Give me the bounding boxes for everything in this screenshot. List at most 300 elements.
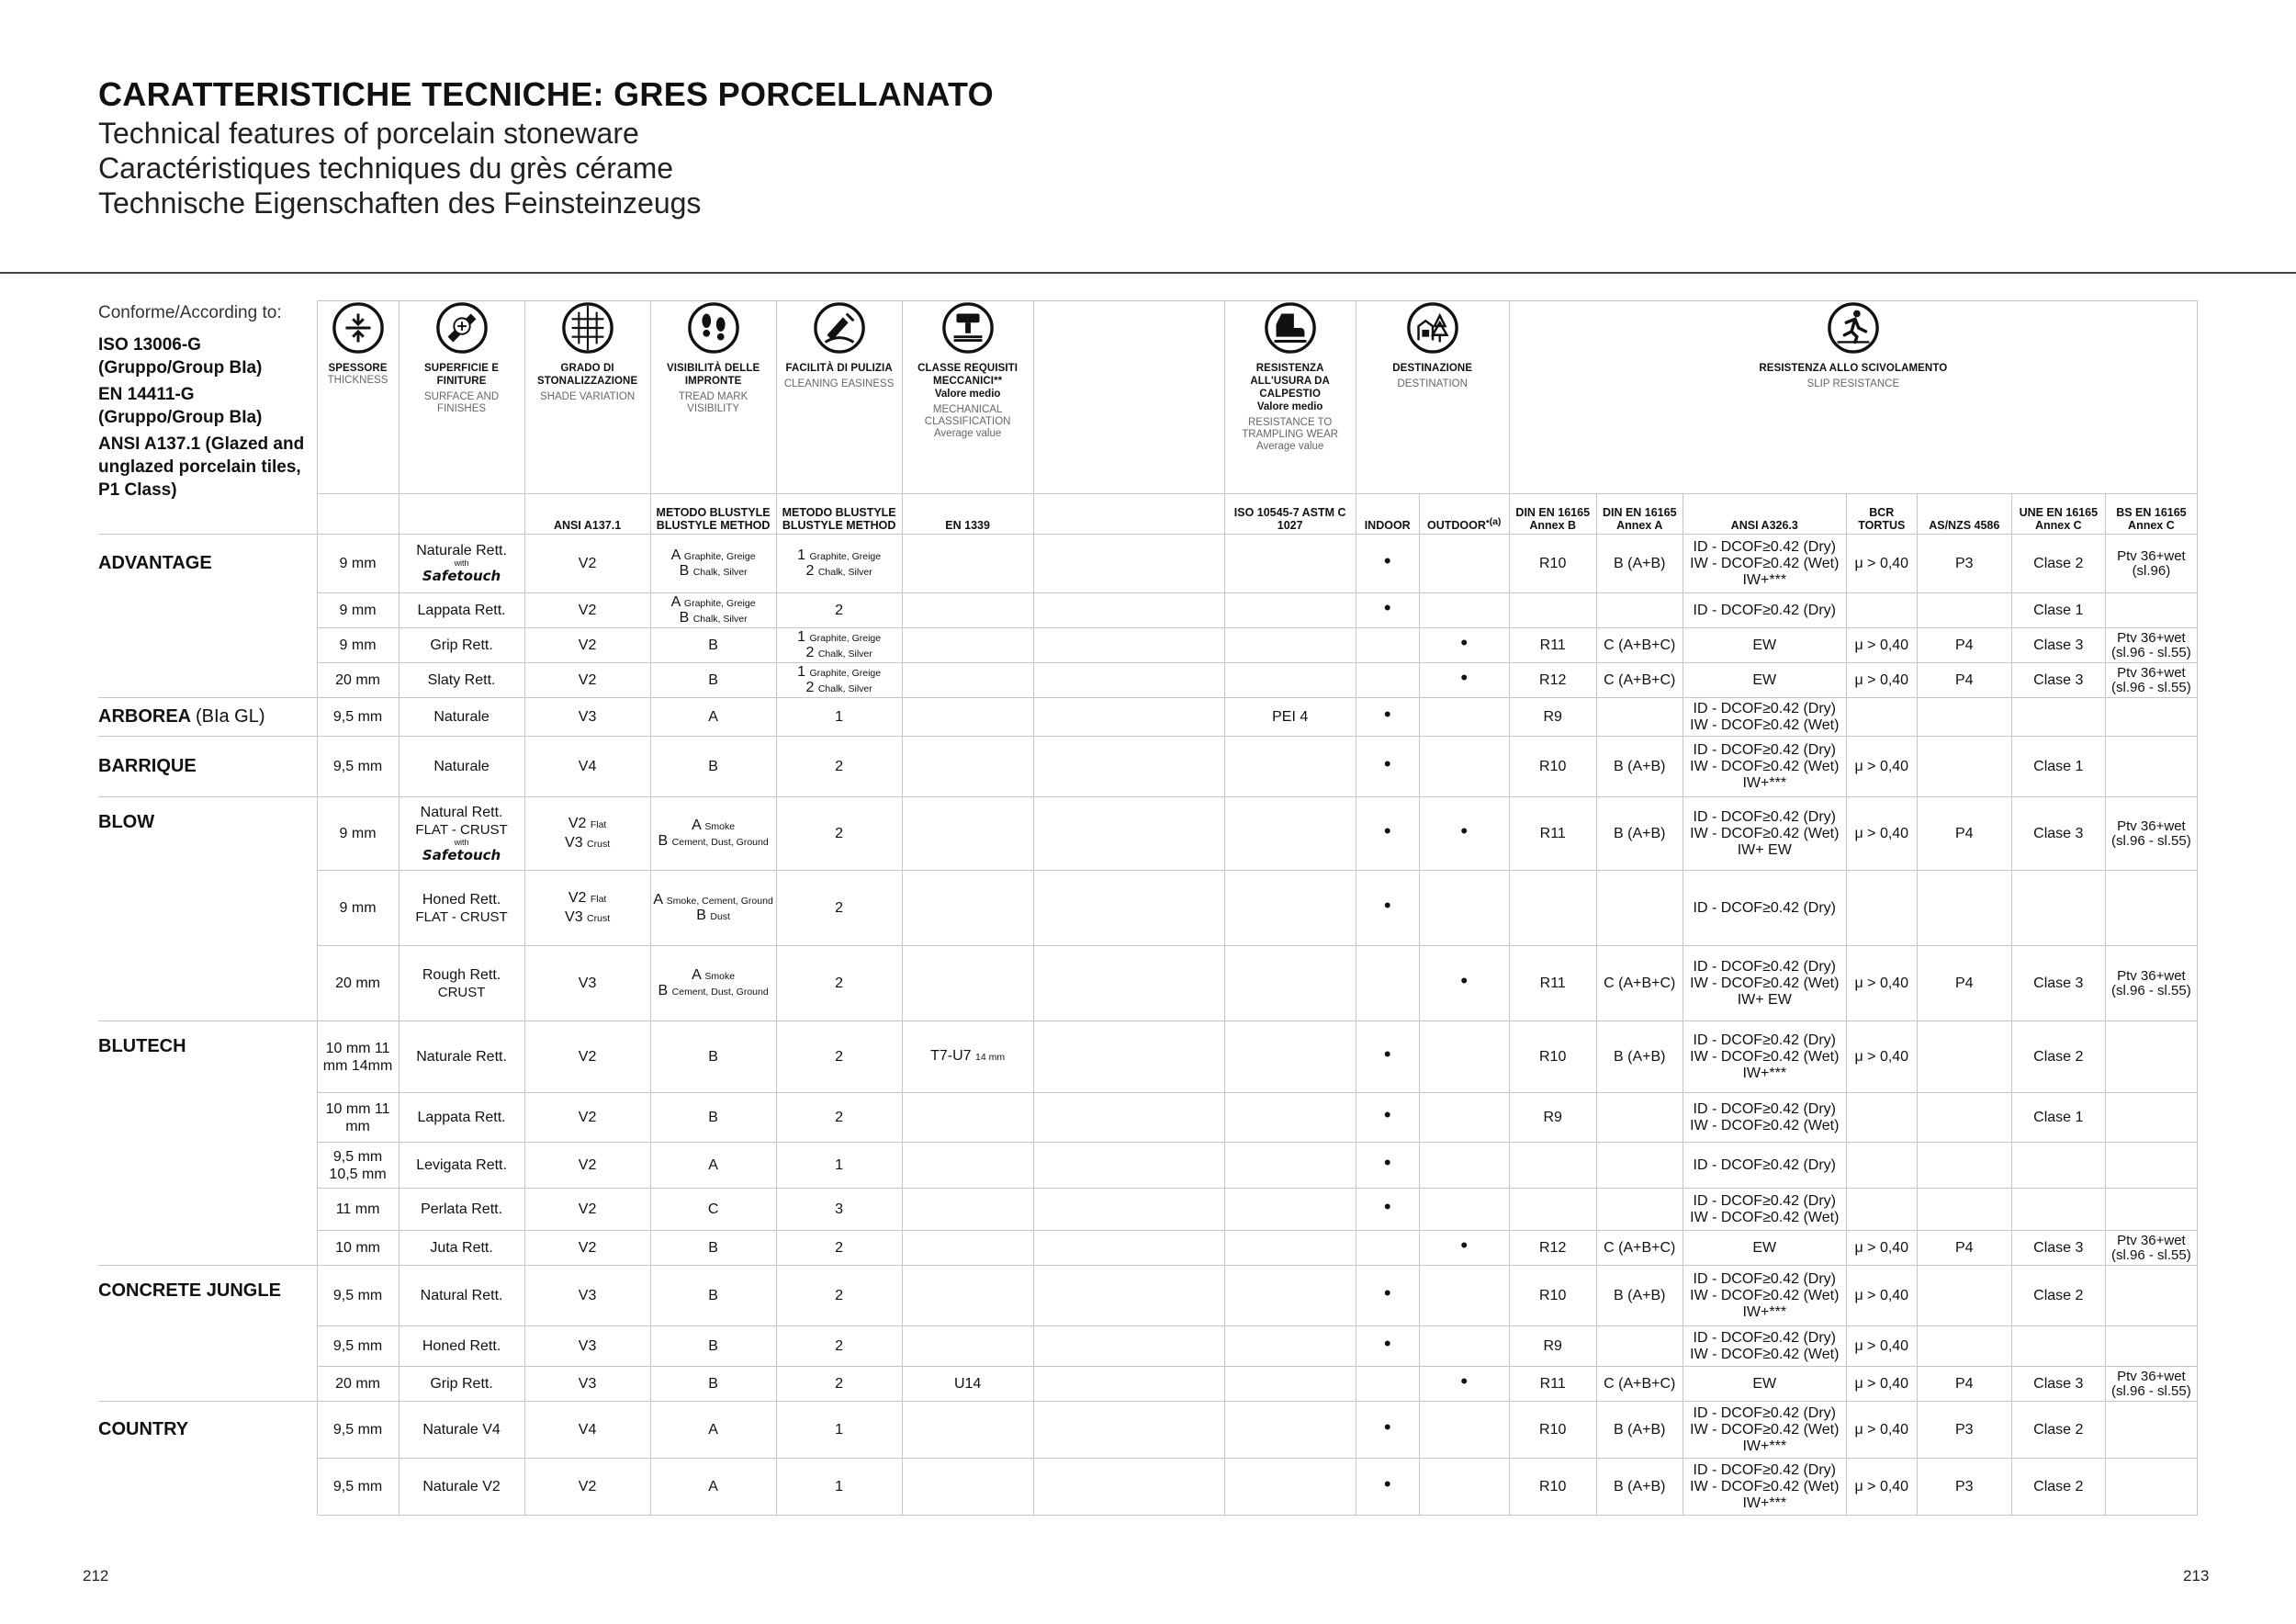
ansi-value: ID - DCOF≥0.42 (Dry) IW - DCOF≥0.42 (Wet) [1690,1100,1840,1133]
thickness-value: 9,5 mm 10,5 mm [329,1148,387,1182]
standard-ansi: ANSI A137.1 (Glazed and unglazed porcelain tiles, P1 Class) [98,434,305,500]
thickness-cell [317,946,399,1021]
bcr-value: μ > 0,40 [1854,976,1909,991]
blank-cell [1033,1189,1224,1231]
asnzs-cell [1917,535,2011,593]
bcr-cell [1846,1021,1917,1093]
bcr-cell [1846,1459,1917,1516]
brand-with: with [454,558,469,568]
tread-note: Graphite, Greige [683,550,756,562]
thickness-cell [317,1367,399,1402]
ansi-cell [1683,1143,1846,1189]
thickness-cell [317,698,399,737]
cleaning-cell [776,663,902,698]
din-a-cell [1596,593,1683,628]
bcr-cell [1846,1189,1917,1231]
tread-note: Smoke [704,820,736,832]
outdoor-cell [1419,1326,1509,1367]
finish-value: Honed Rett. [422,1338,501,1354]
thickness-value: 20 mm [335,672,380,688]
bs-cell [2105,946,2197,1021]
table-row [98,593,2198,628]
subtitle-fr: Caractéristiques techniques du grès cérame [98,152,674,185]
col-wear: RESISTENZA ALL'USURA DA CALPESTIO Valore medio RESISTANCE TO TRAMPLING WEAR Average value [1224,301,1356,494]
une-cell [2011,663,2105,698]
outdoor-cell [1419,871,1509,946]
cleaning-value: 2 [835,1049,844,1065]
tread-cell [650,871,776,946]
tread-value: B [708,1376,718,1392]
shade-value: V2 [578,1201,597,1217]
col-thickness: SPESSORE THICKNESS [317,301,399,494]
indoor-dot: • [1383,894,1391,917]
bs-cell [2105,737,2197,797]
spec-table [98,300,2198,1516]
asnzs-cell [1917,1402,2011,1459]
page-number-left: 212 [83,1567,109,1585]
une-value: Clase 3 [2033,1376,2084,1392]
shade-value: V2 [568,889,587,906]
une-value: Clase 2 [2033,556,2084,571]
outdoor-cell [1419,797,1509,871]
tread-value: B [708,1110,718,1125]
bcr-cell [1846,535,1917,593]
din-a-cell [1596,535,1683,593]
mechanical-cell [902,797,1033,871]
finish-cell [399,1143,524,1189]
ansi-value: ID - DCOF≥0.42 (Dry) IW - DCOF≥0.42 (Wet) [1690,1192,1840,1225]
bcr-cell [1846,698,1917,737]
cleaning-cell [776,535,902,593]
mechanical-cell [902,1367,1033,1402]
product-title: BLOW [98,812,155,832]
bcr-value: μ > 0,40 [1854,1049,1909,1065]
wear-cell [1224,1402,1356,1459]
shade-value: V2 [578,1157,597,1173]
din-b-cell [1509,663,1596,698]
une-cell [2011,737,2105,797]
cleaning-value: 2 [835,826,844,841]
ansi-value: ID - DCOF≥0.42 (Dry) [1693,899,1836,916]
din-a-cell [1596,1266,1683,1326]
ansi-value: ID - DCOF≥0.42 (Dry) IW - DCOF≥0.42 (Wet) IW+*** [1690,1032,1840,1081]
bcr-value: μ > 0,40 [1854,1288,1909,1303]
subtitle-en: Technical features of porcelain stoneware [98,117,639,150]
cleaning-cell [776,628,902,663]
slip-din-a-header: DIN EN 16165 Annex A [1596,494,1683,535]
asnzs-cell [1917,628,2011,663]
table-row [98,628,2198,663]
thickness-value: 9,5 mm [332,759,383,774]
finish-cell [399,663,524,698]
bcr-value: μ > 0,40 [1854,1240,1909,1256]
bcr-cell [1846,628,1917,663]
shade-note-2: Crust [587,838,611,850]
finish-value: Grip Rett. [430,1376,493,1392]
indoor-cell [1356,1189,1419,1231]
asnzs-cell [1917,871,2011,946]
din-a-cell [1596,1459,1683,1516]
bcr-value: μ > 0,40 [1854,637,1909,653]
shade-value: V2 [578,603,597,618]
outdoor-dot: • [1460,1234,1469,1257]
tread-cell [650,1367,776,1402]
blank-cell [1033,1231,1224,1266]
shade-note: Flat [590,893,607,905]
thickness-value: 9,5 mm [332,1479,383,1494]
din-b-value: R9 [1543,709,1562,725]
thickness-cell [317,663,399,698]
table-row [98,663,2198,698]
indoor-cell [1356,797,1419,871]
wear-cell [1224,737,1356,797]
din-a-cell [1596,1143,1683,1189]
table-row [98,535,2198,593]
cleaning-value: 2 [835,900,844,916]
wear-cell [1224,698,1356,737]
din-b-value: R10 [1539,1049,1567,1065]
blank-cell [1033,535,1224,593]
mechanical-cell [902,535,1033,593]
shade-cell [524,871,650,946]
ansi-value: ID - DCOF≥0.42 (Dry) IW - DCOF≥0.42 (Wet) IW+*** [1690,538,1840,588]
indoor-cell [1356,1367,1419,1402]
ansi-cell [1683,871,1846,946]
product-title: CONCRETE JUNGLE [98,1280,281,1301]
din-a-value: B (A+B) [1614,1049,1666,1065]
blank-cell [1033,1021,1224,1093]
din-a-value: C (A+B+C) [1604,637,1676,653]
indoor-dot: • [1383,1151,1391,1174]
din-a-cell [1596,797,1683,871]
subtitle-de: Technische Eigenschaften des Feinsteinzeugs [98,186,702,220]
din-a-value: B (A+B) [1614,556,1666,571]
thickness-cell [317,1326,399,1367]
finish-cell [399,1402,524,1459]
shade-cell [524,737,650,797]
asnzs-cell [1917,1367,2011,1402]
din-b-cell [1509,1459,1596,1516]
din-a-cell [1596,1326,1683,1367]
une-value: Clase 3 [2033,826,2084,841]
une-value: Clase 3 [2033,637,2084,653]
shade-cell [524,1326,650,1367]
mechanical-cell [902,1266,1033,1326]
indoor-cell [1356,698,1419,737]
product-name [98,871,317,946]
bs-cell [2105,1326,2197,1367]
din-a-cell [1596,1093,1683,1143]
cleaning-cell [776,1021,902,1093]
indoor-cell [1356,1459,1419,1516]
shade-cell [524,1402,650,1459]
thickness-value: 10 mm [335,1240,380,1256]
asnzs-value: P4 [1955,1240,1974,1256]
bs-cell [2105,1266,2197,1326]
asnzs-cell [1917,737,2011,797]
cleaning-value-2: 2 [805,644,815,660]
thickness-value: 20 mm [335,1376,380,1392]
cleaning-value: 1 [835,1479,844,1494]
wear-icon [1264,301,1317,355]
finish-value: Levigata Rett. [416,1157,507,1173]
bs-value: Ptv 36+wet (sl.96 - sl.55) [2111,818,2191,849]
product-name [98,663,317,698]
mechanical-cell [902,628,1033,663]
din-b-cell [1509,1231,1596,1266]
finish-value: Naturale [433,759,490,774]
tread-cell [650,698,776,737]
wear-cell [1224,593,1356,628]
ansi-cell [1683,698,1846,737]
cleaning-note: Graphite, Greige [809,667,882,679]
shade-value: V3 [578,1288,597,1303]
shade-cell [524,535,650,593]
ansi-value: ID - DCOF≥0.42 (Dry) IW - DCOF≥0.42 (Wet) IW+*** [1690,1270,1840,1320]
tread-value: B [708,637,718,653]
une-cell [2011,1367,2105,1402]
tread-cell [650,1231,776,1266]
wear-cell [1224,535,1356,593]
col-surface: SUPERFICIE E FINITURE SURFACE AND FINISHES [399,301,524,494]
thickness-value: 9,5 mm [332,709,383,725]
cleaning-value: 2 [835,759,844,774]
tread-value: C [707,1201,719,1217]
safetouch-logo: Safetouch [422,846,501,863]
product-name [98,1021,317,1093]
destination-icon [1406,301,1459,355]
asnzs-value: P4 [1955,826,1974,841]
shade-cell [524,1367,650,1402]
cleaning-cell [776,593,902,628]
blank-cell [1033,1326,1224,1367]
surface-icon [435,301,489,355]
indoor-cell [1356,737,1419,797]
product-name [98,737,317,797]
mechanical-cell [902,1093,1033,1143]
une-cell [2011,1093,2105,1143]
shade-cell [524,1143,650,1189]
finish-value: Juta Rett. [430,1240,493,1256]
thickness-value: 9 mm [339,556,377,571]
indoor-cell [1356,535,1419,593]
shade-value: V4 [578,1422,597,1438]
product-name [98,1189,317,1231]
une-value: Clase 1 [2033,759,2084,774]
shade-value: V4 [578,759,597,774]
ansi-cell [1683,1459,1846,1516]
bs-value: Ptv 36+wet (sl.96 - sl.55) [2111,1232,2191,1263]
table-row [98,1367,2198,1402]
shade-cell [524,1021,650,1093]
bcr-cell [1846,1143,1917,1189]
ansi-cell [1683,663,1846,698]
asnzs-value: P3 [1955,1479,1974,1494]
din-b-value: R10 [1539,1479,1567,1494]
indoor-dot: • [1383,1472,1391,1495]
blank-cell [1033,593,1224,628]
din-b-cell [1509,698,1596,737]
product-name [98,1367,317,1402]
din-b-cell [1509,797,1596,871]
wear-value: PEI 4 [1272,709,1309,725]
din-a-cell [1596,1402,1683,1459]
finish-cell [399,1459,524,1516]
wear-cell [1224,797,1356,871]
outdoor-cell [1419,593,1509,628]
cleaning-value: 1 [835,1157,844,1173]
din-b-cell [1509,1093,1596,1143]
ansi-value: ID - DCOF≥0.42 (Dry) [1693,602,1836,618]
bcr-cell [1846,593,1917,628]
finish-cell [399,737,524,797]
mechanical-cell [902,946,1033,1021]
din-b-cell [1509,1021,1596,1093]
din-a-value: C (A+B+C) [1604,1376,1676,1392]
din-a-cell [1596,1367,1683,1402]
ansi-cell [1683,797,1846,871]
blank-cell [1033,1402,1224,1459]
indoor-cell [1356,663,1419,698]
asnzs-cell [1917,593,2011,628]
tread-cell [650,737,776,797]
une-cell [2011,1326,2105,1367]
bs-value: Ptv 36+wet (sl.96 - sl.55) [2111,967,2191,998]
wear-cell [1224,946,1356,1021]
une-cell [2011,871,2105,946]
slip-icon [1827,301,1880,355]
asnzs-value: P3 [1955,556,1974,571]
bcr-cell [1846,946,1917,1021]
bs-cell [2105,1367,2197,1402]
cleaning-cell [776,1231,902,1266]
bs-value: Ptv 36+wet (sl.96 - sl.55) [2111,1368,2191,1399]
shade-value: V2 [578,1479,597,1494]
cleaning-note-2: Chalk, Silver [817,566,872,578]
thickness-value: 9 mm [339,826,377,841]
product-name [98,1266,317,1326]
table-row [98,797,2198,871]
bcr-value: μ > 0,40 [1854,556,1909,571]
outdoor-cell [1419,698,1509,737]
tread-value: B [708,1288,718,1303]
din-b-cell [1509,1367,1596,1402]
indoor-dot: • [1383,1332,1391,1355]
table-row [98,698,2198,737]
thickness-cell [317,871,399,946]
din-a-cell [1596,628,1683,663]
shade-value: V3 [578,1376,597,1392]
wear-cell [1224,1143,1356,1189]
une-cell [2011,698,2105,737]
ansi-cell [1683,1402,1846,1459]
finish-value: Naturale Rett. [416,1049,507,1065]
tread-cell [650,1459,776,1516]
wear-cell [1224,1367,1356,1402]
finish-cell [399,1093,524,1143]
shade-variation-icon [561,301,614,355]
thickness-cell [317,1231,399,1266]
indoor-dot: • [1383,1103,1391,1126]
mechanical-cell [902,593,1033,628]
bs-value: Ptv 36+wet (sl.96 - sl.55) [2111,664,2191,695]
finish-cell [399,1021,524,1093]
bs-cell [2105,698,2197,737]
thickness-value: 10 mm 11 mm [325,1100,390,1134]
product-name [98,1459,317,1516]
din-a-cell [1596,1021,1683,1093]
cleaning-value: 2 [835,1288,844,1303]
tread-note: Graphite, Greige [683,597,756,609]
outdoor-cell [1419,663,1509,698]
din-b-value: R10 [1539,1288,1567,1303]
tread-cell [650,797,776,871]
indoor-cell [1356,1402,1419,1459]
col-tread: VISIBILITÀ DELLE IMPRONTE TREAD MARK VISIBILITY [650,301,776,494]
cleaning-cell [776,1093,902,1143]
asnzs-cell [1917,1326,2011,1367]
thickness-value: 9 mm [339,603,377,618]
din-a-value: C (A+B+C) [1604,672,1676,688]
tread-value: A [670,547,681,563]
shade-cell [524,663,650,698]
shade-cell [524,628,650,663]
shade-cell [524,1189,650,1231]
mechanical-cell [902,698,1033,737]
tread-cell [650,1093,776,1143]
une-cell [2011,1021,2105,1093]
header-divider [0,272,2296,274]
une-cell [2011,1266,2105,1326]
tread-value: A [708,1479,718,1494]
finish-detail: CRUST [437,984,486,1000]
tread-value: A [708,1422,718,1438]
din-a-value: B (A+B) [1614,1288,1666,1303]
table-row [98,871,2198,946]
slip-bcr-header: BCR TORTUS [1846,494,1917,535]
asnzs-cell [1917,1143,2011,1189]
ansi-value: EW [1752,1375,1777,1392]
blank-cell [1033,871,1224,946]
asnzs-value: P4 [1955,1376,1974,1392]
din-b-value: R9 [1543,1338,1562,1354]
col-mechanical: CLASSE REQUISITI MECCANICI** Valore medio MECHANICAL CLASSIFICATION Average value [902,301,1033,494]
outdoor-cell [1419,1459,1509,1516]
din-b-value: R12 [1539,1240,1567,1256]
slip-une-header: UNE EN 16165 Annex C [2011,494,2105,535]
product-name [98,797,317,871]
bs-cell [2105,663,2197,698]
blank-cell [1033,663,1224,698]
ansi-cell [1683,593,1846,628]
method-row [98,494,2198,535]
ansi-cell [1683,1266,1846,1326]
method-surface [399,494,524,535]
table-row [98,1402,2198,1459]
method-thickness [317,494,399,535]
asnzs-cell [1917,1189,2011,1231]
method-cleaning: METODO BLUSTYLE BLUSTYLE METHOD [776,494,902,535]
asnzs-cell [1917,946,2011,1021]
cleaning-cell [776,1189,902,1231]
table-row [98,1189,2198,1231]
indoor-cell [1356,593,1419,628]
din-a-value: C (A+B+C) [1604,1240,1676,1256]
outdoor-cell [1419,535,1509,593]
spec-table-body [98,535,2198,1516]
method-shade: ANSI A137.1 [524,494,650,535]
thickness-icon [332,301,385,355]
